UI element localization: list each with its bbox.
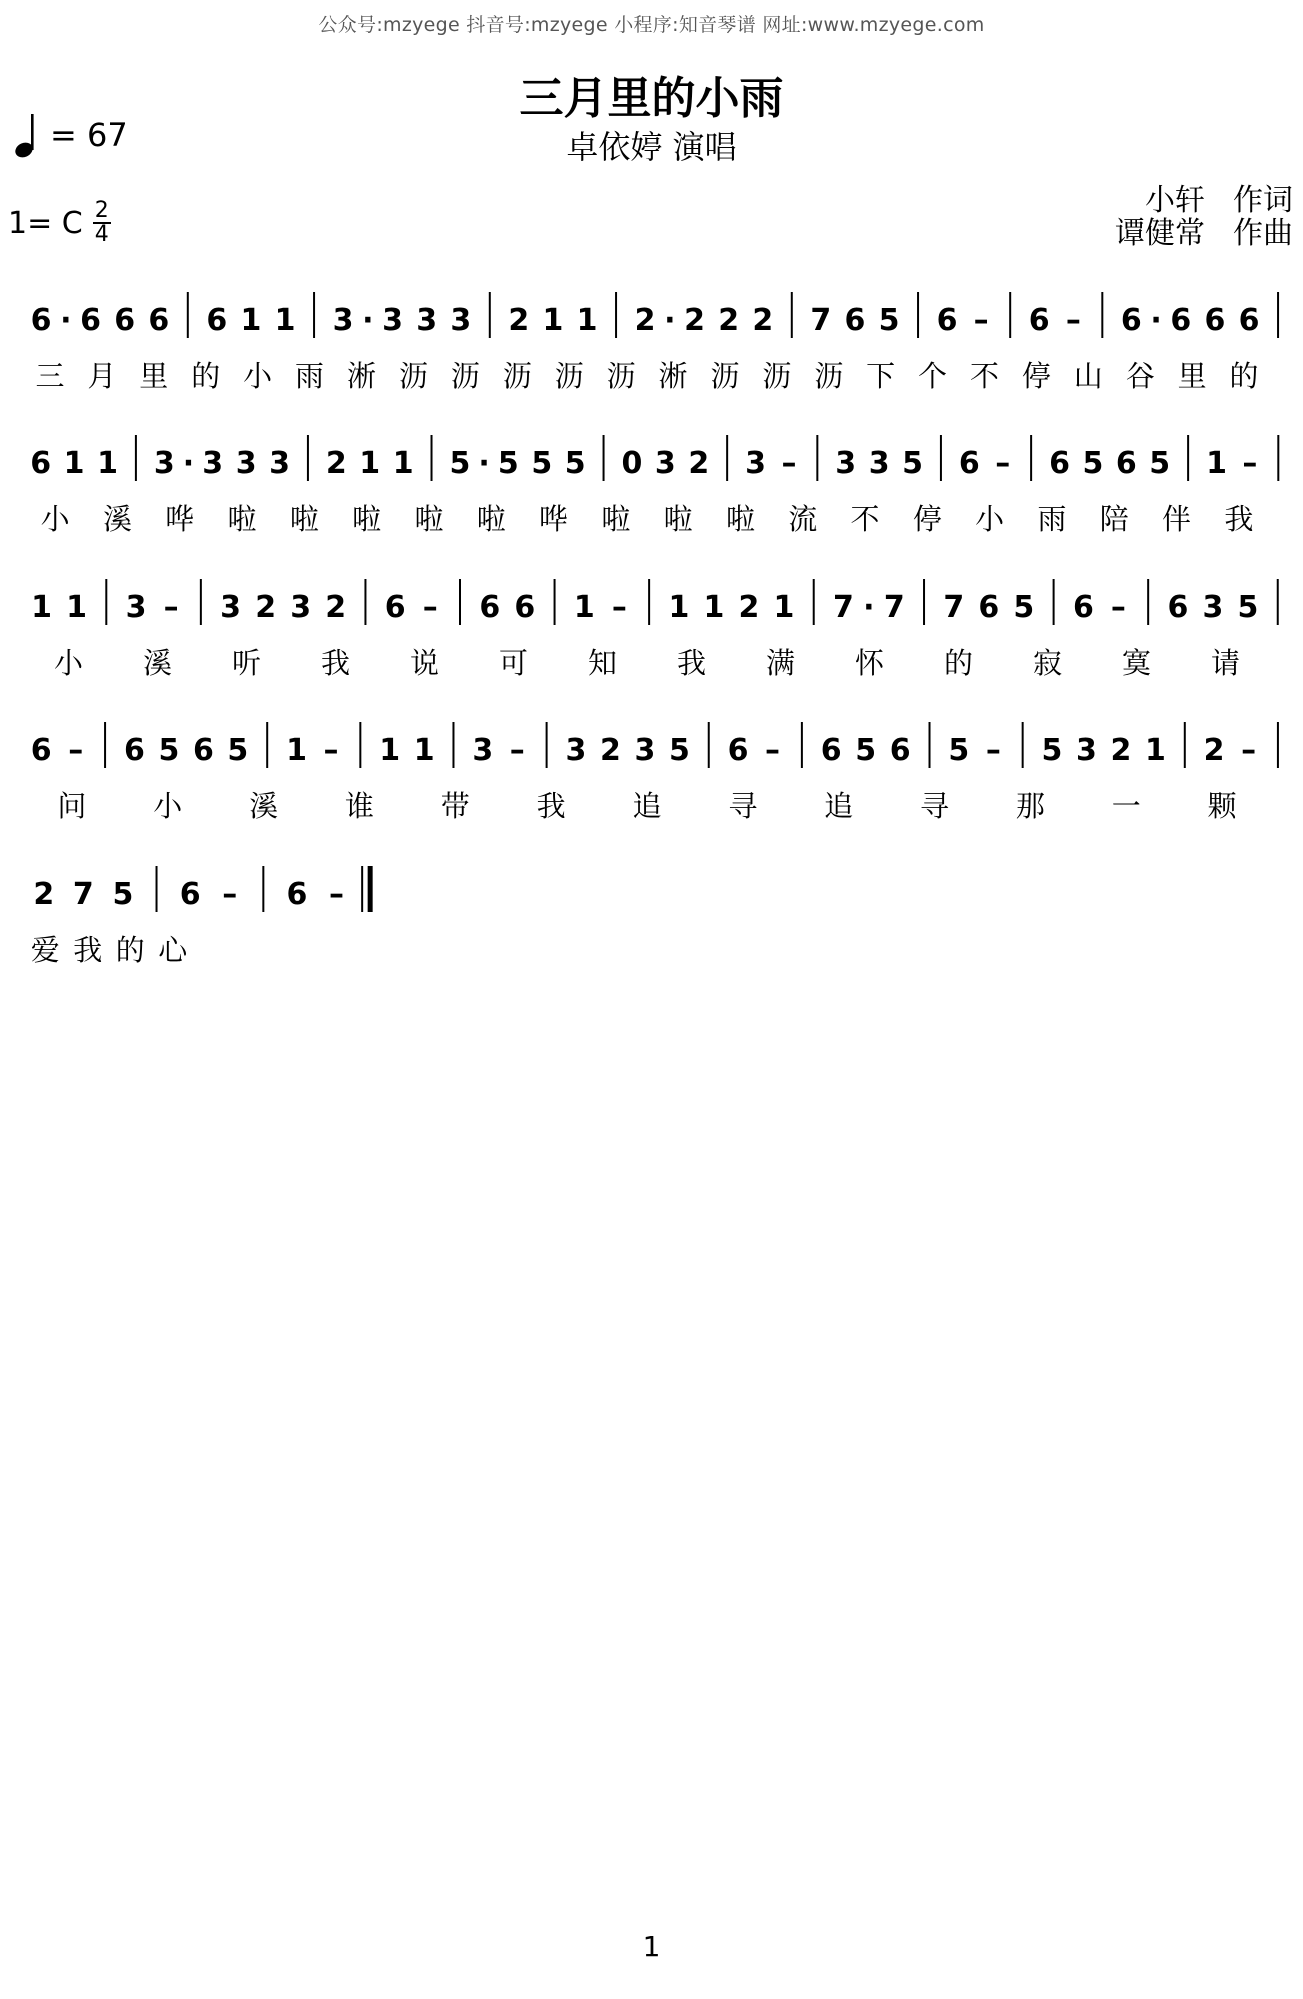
lyric-char: 说 [409,646,440,680]
lyric-char: 爱 [30,933,60,967]
lyric-char: 寞 [1121,646,1152,680]
song-title: 三月里的小雨 [519,73,784,124]
singer-line: 卓依婷 演唱 [566,128,737,166]
lyric-char: 哗 [539,502,569,536]
lyricist-role: 作词 [1233,183,1293,218]
lyric-char: 山 [1073,359,1103,393]
score-note: 3 [745,446,766,481]
lyric-char: 的 [191,359,221,393]
score-note: 6 [123,733,145,768]
score-note: 2 [752,303,774,338]
score-note: 5 [1041,733,1063,768]
lyric-char: 小 [153,789,183,823]
score-note: 5 [1237,590,1259,625]
score-note: 5 [1082,446,1104,481]
lyric-char: 怀 [854,646,885,680]
lyric-char: 啦 [601,502,631,536]
lyric-char: 啦 [227,502,257,536]
lyric-char: 溪 [249,789,279,823]
score-note: – [985,733,1001,768]
score-note: 2 [684,303,705,338]
lyric-char: 那 [1015,789,1045,823]
lyric-char: 小 [975,502,1005,536]
score-note: – [765,733,781,768]
score-note: 6 [1115,446,1137,481]
score-note: 6 [286,877,308,912]
key-text: 1= C [8,205,83,241]
score-note: 6 [179,877,201,912]
score-note: 1 [97,446,118,481]
score-note: · [182,446,195,481]
score-note: 6 [384,590,406,625]
score-note: 3 [634,733,656,768]
lyric-char: 的 [943,646,974,680]
lyric-char: 追 [824,789,854,823]
score-note: · [664,303,676,338]
score-note: – [973,303,989,338]
score-note: 6 [844,303,866,338]
lyric-char: 溪 [142,646,173,680]
score-note: 7 [883,590,905,625]
lyric-char: 谁 [344,789,374,823]
score-note: 3 [382,303,403,338]
score-note: 6 [820,733,842,768]
score-note: – [68,733,84,768]
lyric-char: 小 [243,359,273,393]
score-note: 3 [835,446,857,481]
score-note: 1 [773,590,795,625]
lyric-char: 我 [536,789,566,823]
score-note: · [1150,303,1162,338]
lyric-char: 不 [969,359,999,393]
score-note: 3 [654,446,676,481]
score-note: – [222,877,238,912]
score-note: – [611,590,627,625]
lyric-char: 我 [320,646,351,680]
composer-name: 谭健常 [1115,216,1205,251]
score-note: 1 [286,733,307,768]
score-note: 3 [153,446,175,481]
score-note: 6 [1170,303,1192,338]
time-top: 2 [94,198,109,223]
lyric-char: 一 [1111,789,1141,823]
lyric-char: 里 [139,359,169,393]
score-note: 3 [416,303,438,338]
score-note: 0 [621,446,643,481]
lyric-char: 沥 [554,359,584,393]
lyric-char: 小 [53,646,84,680]
score-note: 2 [325,590,347,625]
score-note: – [509,733,525,768]
score-note: 6 [148,303,170,338]
lyric-char: 流 [788,502,818,536]
score-note: · [362,303,374,338]
lyric-char: 雨 [295,359,325,393]
score-note: 6 [1238,303,1260,338]
score-note: 1 [542,303,564,338]
lyric-char: 停 [1021,359,1051,393]
lyric-char: 啦 [289,502,319,536]
score-note: – [1242,446,1258,481]
score-note: 2 [1203,733,1225,768]
lyric-char: 心 [158,933,188,967]
lyric-char: 知 [587,646,618,680]
score-note: 6 [1120,303,1142,338]
lyric-char: 小 [40,502,70,536]
lyric-char: 溪 [102,502,132,536]
score-note: 5 [564,446,586,481]
lyric-char: 沥 [762,359,792,393]
score-note: 3 [125,590,147,625]
lyric-char: 个 [918,359,948,393]
lyric-char: 沥 [502,359,532,393]
score-note: 2 [634,303,656,338]
score-note: 7 [943,590,965,625]
lyric-char: 沥 [814,359,844,393]
score-note: 2 [255,590,277,625]
score-note: 2 [688,446,710,481]
score-note: – [329,877,345,912]
score-note: 5 [948,733,970,768]
score-note: 5 [112,877,134,912]
lyric-char: 啦 [725,502,755,536]
score-note: 5 [668,733,690,768]
lyric-char: 淅 [658,359,688,393]
score-note: 6 [30,733,52,768]
lyric-char: 带 [440,789,470,823]
score-note: 6 [889,733,911,768]
score-note: 2 [599,733,621,768]
lyric-char: 不 [850,502,880,536]
tempo-value: = 67 [50,116,128,154]
score-note: 5 [902,446,923,481]
score-note: 6 [514,590,536,625]
lyric-char: 沥 [710,359,740,393]
score-note: 6 [936,303,958,338]
lyric-char: 颗 [1207,789,1237,823]
score-note: 1 [63,446,85,481]
lyric-char: 我 [73,933,103,967]
score-note: 7 [810,303,832,338]
score-note: 1 [359,446,381,481]
lyric-char: 沥 [450,359,480,393]
score-note: 5 [531,446,553,481]
score-note: 3 [1076,733,1097,768]
score-note: – [995,446,1011,481]
score-note: 1 [703,590,725,625]
lyric-char: 啦 [663,502,693,536]
score-note: 5 [449,446,471,481]
score-note: – [1241,733,1257,768]
score-note: 7 [833,590,854,625]
lyric-char: 我 [676,646,707,680]
score-note: 1 [668,590,690,625]
lyric-char: 月 [87,359,117,393]
score-note: 3 [332,303,354,338]
lyric-char: 寻 [920,789,950,823]
score-note: 5 [855,733,877,768]
score-note: 3 [472,733,494,768]
lyric-char: 满 [765,646,796,680]
lyric-char: 淅 [346,359,376,393]
score-note: 3 [450,303,472,338]
score-note: 1 [1145,733,1166,768]
score-note: 5 [227,733,249,768]
score-note: 5 [497,446,519,481]
score-note: 6 [206,303,228,338]
lyric-char: 雨 [1037,502,1067,536]
score-note: 6 [1049,446,1070,481]
score-note: – [1065,303,1081,338]
lyric-char: 我 [1224,502,1254,536]
score-note: 3 [220,590,242,625]
score-note: 2 [1110,733,1132,768]
lyric-char: 停 [912,502,942,536]
score-note: 1 [576,303,598,338]
composer-role: 作曲 [1233,216,1293,251]
score-note: 6 [30,446,52,481]
score-note: 5 [878,303,900,338]
score-note: 1 [392,446,414,481]
score-note: 6 [114,303,136,338]
lyric-char: 问 [57,789,87,823]
lyric-char: 寂 [1032,646,1063,680]
lyric-char: 啦 [352,502,382,536]
score-note: 3 [202,446,224,481]
lyric-char: 谷 [1125,359,1155,393]
lyric-char: 听 [231,646,262,680]
score-note: 1 [379,733,401,768]
score-note: 3 [269,446,290,481]
score-note: 1 [240,303,262,338]
lyric-char: 寻 [728,789,758,823]
lyric-char: 啦 [414,502,444,536]
lyric-char: 请 [1210,646,1241,680]
score-note: 6 [479,590,501,625]
score-note: · [60,303,72,338]
score-note: · [478,446,490,481]
score-note: – [422,590,438,625]
lyric-char: 沥 [398,359,428,393]
lyric-char: 伴 [1162,502,1192,536]
score-note: 6 [1167,590,1189,625]
score-note: 6 [958,446,980,481]
score-note: 3 [290,590,312,625]
score-note: – [323,733,339,768]
score-note: 5 [158,733,180,768]
score-note: 6 [1072,590,1094,625]
score-note: 3 [868,446,890,481]
lyric-char: 的 [1229,359,1259,393]
score-note: 2 [738,590,760,625]
lyric-char: 下 [866,359,896,393]
lyric-char: 沥 [606,359,636,393]
time-bottom: 4 [94,222,109,247]
page-number: 1 [642,1930,661,1963]
score-note: 6 [978,590,1000,625]
score-note: 2 [718,303,740,338]
score-note: 2 [325,446,347,481]
score-note: 5 [1149,446,1171,481]
score-note: 5 [1013,590,1035,625]
score-note: 1 [274,303,296,338]
score-note: 2 [33,877,55,912]
lyric-char: 啦 [476,502,506,536]
score-note: – [1110,590,1126,625]
score-note: 3 [565,733,587,768]
score-note: 2 [508,303,530,338]
lyric-char: 陪 [1099,502,1129,536]
score-note: 6 [192,733,214,768]
score-note: · [863,590,875,625]
score-note: 6 [1028,303,1050,338]
lyric-char: 的 [115,933,145,967]
score-note: 6 [727,733,749,768]
site-header: 公众号:mzyege 抖音号:mzyege 小程序:知音琴谱 网址:www.mzyege.com [318,14,985,36]
score-note: 7 [72,877,94,912]
lyric-char: 哗 [165,502,195,536]
lyric-char: 里 [1177,359,1207,393]
score-note: 1 [66,590,87,625]
score-note: 1 [1206,446,1227,481]
score-note: 6 [1204,303,1226,338]
lyric-char: 追 [632,789,662,823]
score-note: 3 [1202,590,1224,625]
score-note: – [163,590,179,625]
score-note: 1 [31,590,52,625]
score-note: 3 [235,446,257,481]
score-note: 1 [573,590,595,625]
score-note: 1 [413,733,435,768]
lyricist-name: 小轩 [1145,183,1205,218]
lyric-char: 三 [35,359,65,393]
score-note: 6 [30,303,52,338]
lyric-char: 可 [498,646,529,680]
score-note: – [781,446,797,481]
score-note: 6 [80,303,101,338]
